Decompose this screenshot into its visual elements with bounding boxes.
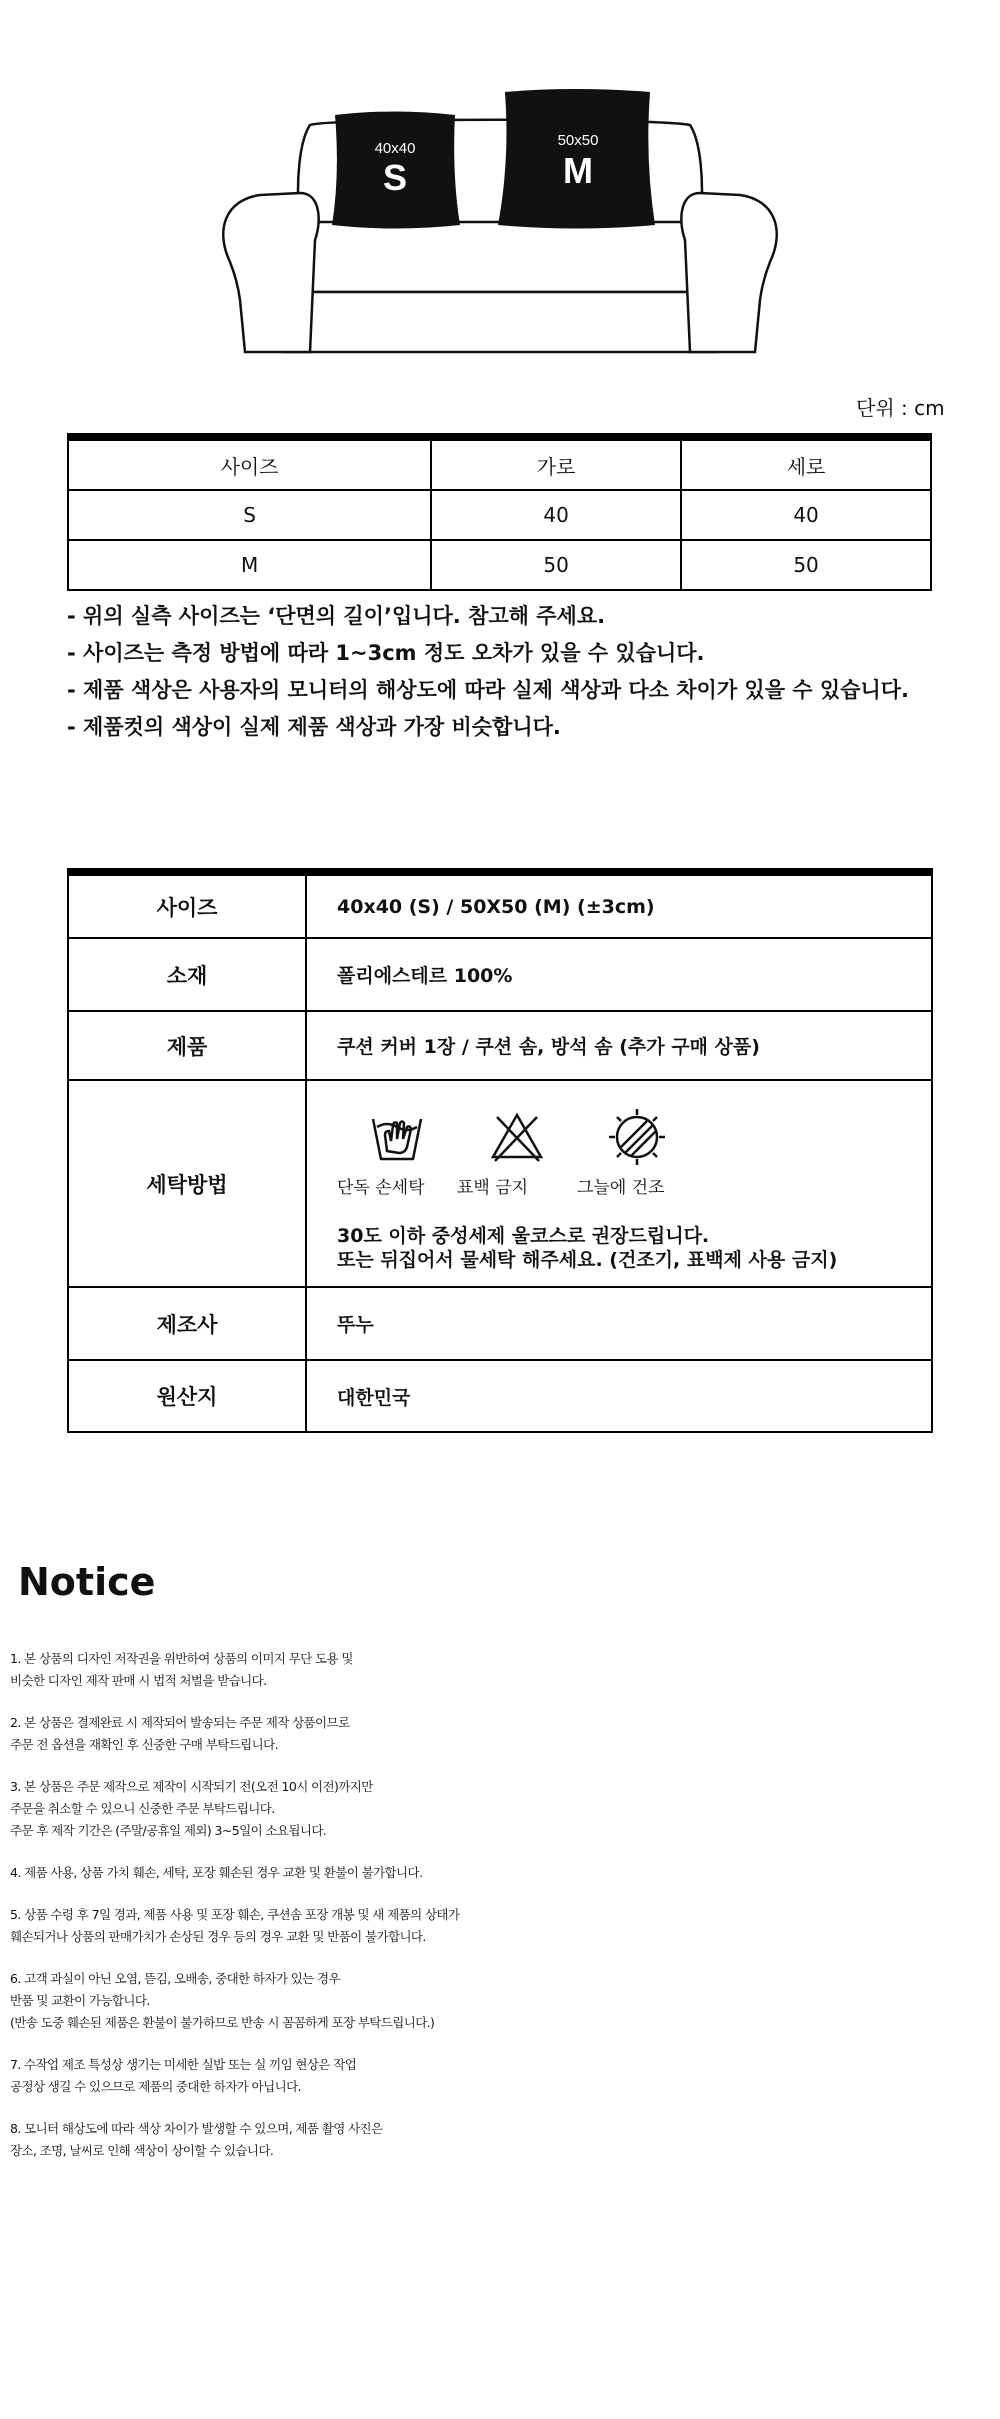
notice-line: 1. 본 상품의 디자인 저작권을 위반하여 상품의 이미지 무단 도용 및 bbox=[10, 1651, 353, 1666]
wash-label: 표백 금지 bbox=[457, 1178, 529, 1198]
notice-line: 비슷한 디자인 제작 판매 시 법적 처벌을 받습니다. bbox=[10, 1673, 267, 1688]
info-label: 소재 bbox=[68, 938, 306, 1011]
wash-label: 단독 손세탁 bbox=[337, 1178, 425, 1198]
wash-label: 그늘에 건조 bbox=[577, 1178, 665, 1198]
info-value: 40x40 (S) / 50X50 (M) (±3cm) bbox=[306, 872, 932, 938]
info-label: 세탁방법 bbox=[68, 1080, 306, 1287]
cell: M bbox=[68, 540, 431, 590]
header-width: 가로 bbox=[431, 437, 681, 490]
info-label: 사이즈 bbox=[68, 872, 306, 938]
pillow-medium-letter: M bbox=[563, 150, 593, 191]
size-notes bbox=[67, 598, 909, 746]
notice-line: 7. 수작업 제조 특성상 생기는 미세한 실밥 또는 실 끼임 현상은 작업 bbox=[10, 2057, 357, 2072]
notice-item bbox=[10, 1904, 459, 1948]
notice-line: 주문 후 제작 기간은 (주말/공휴일 제외) 3~5일이 소요됩니다. bbox=[10, 1823, 327, 1838]
info-value: 대한민국 bbox=[306, 1360, 932, 1432]
info-value: 폴리에스테르 100% bbox=[306, 938, 932, 1011]
notice-item bbox=[10, 2118, 459, 2162]
info-row-product bbox=[68, 1011, 932, 1080]
notice-item bbox=[10, 2054, 459, 2098]
note-line: - 사이즈는 측정 방법에 따라 1~3cm 정도 오차가 있을 수 있습니다. bbox=[67, 641, 705, 665]
header-size: 사이즈 bbox=[68, 437, 431, 490]
notice-item bbox=[10, 1712, 459, 1756]
pillow-small-size: 40x40 bbox=[374, 140, 416, 157]
table-header-row bbox=[68, 437, 931, 490]
no-bleach-icon bbox=[487, 1107, 547, 1167]
notice-line: 훼손되거나 상품의 판매가치가 손상된 경우 등의 경우 교환 및 반품이 불가합니다. bbox=[10, 1929, 426, 1944]
wash-instructions bbox=[337, 1224, 930, 1272]
info-label: 제품 bbox=[68, 1011, 306, 1080]
pillow-medium bbox=[498, 89, 655, 229]
product-info-table bbox=[67, 868, 933, 1433]
sofa-illustration bbox=[0, 0, 1000, 380]
info-label: 원산지 bbox=[68, 1360, 306, 1432]
notice-item bbox=[10, 1776, 459, 1842]
notice-line: 5. 상품 수령 후 7일 경과, 제품 사용 및 포장 훼손, 쿠션솜 포장 개봉 및 새 제품의 상태가 bbox=[10, 1907, 460, 1922]
header-height: 세로 bbox=[681, 437, 931, 490]
notice-title: Notice bbox=[18, 1560, 156, 1604]
wash-item bbox=[577, 1107, 697, 1198]
notice-line: 6. 고객 과실이 아닌 오염, 뜯김, 오배송, 중대한 하자가 있는 경우 bbox=[10, 1971, 340, 1986]
info-row-washing bbox=[68, 1080, 932, 1287]
info-row-origin bbox=[68, 1360, 932, 1432]
note-line: - 제품 색상은 사용자의 모니터의 해상도에 따라 실제 색상과 다소 차이가 있을 수 있습니다. bbox=[67, 678, 910, 702]
notice-line: 주문을 취소할 수 있으니 신중한 주문 부탁드립니다. bbox=[10, 1801, 275, 1816]
info-row-size bbox=[68, 872, 932, 938]
notice-line: (반송 도중 훼손된 제품은 환불이 불가하므로 반송 시 꼼꼼하게 포장 부탁드립니다.) bbox=[10, 2015, 435, 2030]
notice-item bbox=[10, 1648, 459, 1692]
washing-cell bbox=[306, 1080, 932, 1287]
notice-list bbox=[10, 1648, 459, 2162]
info-value: 뚜누 bbox=[306, 1287, 932, 1360]
info-label: 제조사 bbox=[68, 1287, 306, 1360]
notice-line: 장소, 조명, 날씨로 인해 색상이 상이할 수 있습니다. bbox=[10, 2143, 274, 2158]
wash-line: 또는 뒤집어서 물세탁 해주세요. (건조기, 표백제 사용 금지) bbox=[337, 1249, 838, 1271]
notice-line: 8. 모니터 해상도에 따라 색상 차이가 발생할 수 있으며, 제품 촬영 사진은 bbox=[10, 2121, 383, 2136]
note-line: - 제품컷의 색상이 실제 제품 색상과 가장 비슷합니다. bbox=[67, 715, 561, 739]
wash-item bbox=[337, 1107, 457, 1198]
notice-line: 4. 제품 사용, 상품 가치 훼손, 세탁, 포장 훼손된 경우 교환 및 환불이 불가합니다. bbox=[10, 1865, 423, 1880]
cell: 50 bbox=[681, 540, 931, 590]
pillow-small bbox=[332, 112, 460, 229]
wash-icons bbox=[337, 1107, 930, 1198]
pillow-small-letter: S bbox=[382, 157, 408, 198]
hand-wash-icon bbox=[367, 1107, 427, 1167]
cell: 40 bbox=[431, 490, 681, 540]
notice-line: 3. 본 상품은 주문 제작으로 제작이 시작되기 전(오전 10시 이전)까지만 bbox=[10, 1779, 373, 1794]
cell: 50 bbox=[431, 540, 681, 590]
wash-item bbox=[457, 1107, 577, 1198]
note-line: - 위의 실측 사이즈는 ‘단면의 길이’입니다. 참고해 주세요. bbox=[67, 604, 606, 628]
shade-dry-icon bbox=[607, 1107, 667, 1167]
size-table bbox=[67, 433, 932, 591]
cell: S bbox=[68, 490, 431, 540]
notice-item bbox=[10, 1968, 459, 2034]
notice-line: 공정상 생길 수 있으므로 제품의 중대한 하자가 아닙니다. bbox=[10, 2079, 301, 2094]
notice-line: 2. 본 상품은 결제완료 시 제작되어 발송되는 주문 제작 상품이므로 bbox=[10, 1715, 350, 1730]
table-row bbox=[68, 540, 931, 590]
table-row bbox=[68, 490, 931, 540]
notice-line: 반품 및 교환이 가능합니다. bbox=[10, 1993, 150, 2008]
info-value: 쿠션 커버 1장 / 쿠션 솜, 방석 솜 (추가 구매 상품) bbox=[306, 1011, 932, 1080]
cell: 40 bbox=[681, 490, 931, 540]
unit-label: 단위 : cm bbox=[856, 396, 945, 420]
pillow-medium-size: 50x50 bbox=[557, 132, 599, 149]
wash-line: 30도 이하 중성세제 울코스로 권장드립니다. bbox=[337, 1225, 710, 1247]
info-row-material bbox=[68, 938, 932, 1011]
notice-item bbox=[10, 1862, 459, 1884]
info-row-maker bbox=[68, 1287, 932, 1360]
notice-line: 주문 전 옵션을 재확인 후 신중한 구매 부탁드립니다. bbox=[10, 1737, 278, 1752]
